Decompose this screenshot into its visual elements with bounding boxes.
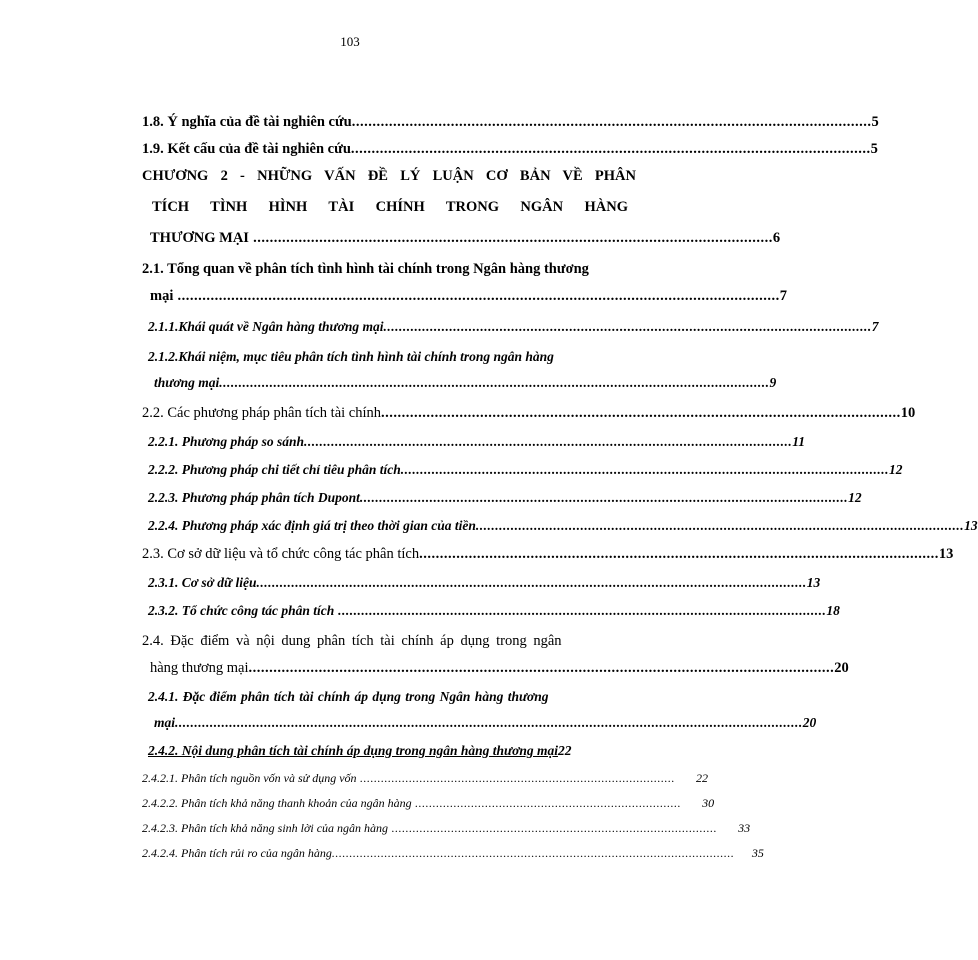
toc-entry-2-2-4[interactable] bbox=[142, 518, 978, 544]
dot-leader: .............................................................................................................................. bbox=[350, 141, 871, 157]
toc-entry-page: 20 bbox=[802, 715, 817, 730]
chapter-title-line-2: TÍCH TÌNH HÌNH TÀI CHÍNH TRONG NGÂN HÀNG bbox=[152, 199, 628, 215]
toc-entry-page: 7 bbox=[779, 288, 787, 304]
toc-entry-line bbox=[142, 349, 636, 375]
toc-entry-page: 12 bbox=[889, 462, 903, 477]
dot-leader: .............................................................................................................................. bbox=[359, 490, 849, 505]
dot-leader: .............................................................................................................................. bbox=[334, 603, 827, 618]
toc-entry-text: 2.1. Tổng quan về phân tích tình hình tài chính trong Ngân hàng thương bbox=[142, 261, 589, 277]
toc-entry-text: 2.3.1. Cơ sở dữ liệu bbox=[148, 575, 257, 590]
dot-leader: .............................................................................................................................. bbox=[419, 546, 939, 562]
dot-leader: ................................................................................................................... bbox=[331, 846, 752, 860]
dot-leader: .............................................................................................................................. bbox=[351, 114, 872, 130]
toc-entry-2-4-2-4[interactable] bbox=[142, 846, 764, 871]
toc-entry-text: 2.1.1.Khái quát về Ngân hàng thương mại bbox=[148, 319, 384, 334]
toc-entry-2-2[interactable] bbox=[142, 405, 916, 432]
toc-entry-text: hàng thương mại bbox=[150, 660, 249, 676]
toc-entry-line bbox=[142, 689, 636, 715]
dot-leader: .............................................................................................................................. bbox=[304, 434, 793, 449]
toc-entry-page: 5 bbox=[871, 114, 879, 130]
toc-entry-2-4-2-2[interactable] bbox=[142, 796, 715, 821]
toc-entry-2-3-1[interactable] bbox=[142, 575, 821, 601]
toc-entry-page: 5 bbox=[870, 141, 878, 157]
toc-entry-page: 13 bbox=[964, 518, 978, 533]
table-of-contents bbox=[142, 114, 978, 871]
toc-entry-2-1-2[interactable] bbox=[142, 349, 777, 401]
toc-entry-text: mại bbox=[150, 288, 174, 304]
dot-leader: .............................................................................................................................. bbox=[381, 405, 901, 421]
toc-entry-page: 20 bbox=[834, 660, 849, 676]
toc-entry-page: 13 bbox=[938, 546, 954, 562]
toc-entry-2-4-2-1[interactable] bbox=[142, 771, 709, 796]
toc-entry-2-4-2[interactable] bbox=[142, 743, 636, 769]
dot-leader: ............................................................................ bbox=[411, 796, 703, 810]
toc-entry-text: 2.1.2.Khái niệm, mục tiêu phân tích tình hình tài chính trong ngân hàng bbox=[148, 349, 554, 364]
toc-entry-2-2-2[interactable] bbox=[142, 462, 903, 488]
toc-entry-page: 6 bbox=[772, 230, 781, 246]
toc-entry-text: 2.2.3. Phương pháp phân tích Dupont bbox=[148, 490, 360, 505]
dot-leader: .......................................................................................... bbox=[356, 771, 697, 785]
toc-entry-2-1[interactable] bbox=[142, 261, 787, 315]
chapter-title-line-1: CHƯƠNG 2 - NHỮNG VẤN ĐỀ LÝ LUẬN CƠ BẢN VỀ PHÂN bbox=[142, 168, 636, 184]
toc-entry-line bbox=[142, 375, 777, 401]
dot-leader: .............................................................................................................................. bbox=[383, 319, 872, 334]
toc-entry-page: 18 bbox=[826, 603, 840, 618]
dot-leader: .............................................................................................................................................. bbox=[248, 660, 835, 676]
chapter-title-line-3 bbox=[142, 230, 781, 257]
toc-entry-line bbox=[142, 660, 849, 687]
toc-entry-text: 2.4. Đặc điểm và nội dung phân tích tài chính áp dụng trong ngân bbox=[142, 633, 562, 649]
toc-entry-text: 2.3. Cơ sở dữ liệu và tổ chức công tác phân tích bbox=[142, 546, 420, 562]
toc-entry-text: 2.2.4. Phương pháp xác định giá trị theo thời gian của tiền bbox=[148, 518, 476, 533]
toc-entry-2-4[interactable] bbox=[142, 633, 849, 687]
toc-entry-2-4-2-3[interactable] bbox=[142, 821, 751, 846]
toc-entry-1-9[interactable] bbox=[142, 141, 878, 168]
toc-entry-text: 2.4.2. Nội dung phân tích tài chính áp dụng trong ngân hàng thương mại bbox=[148, 743, 558, 758]
toc-entry-text: 2.4.2.3. Phân tích khả năng sinh lời của ngân hàng bbox=[142, 821, 389, 835]
toc-entry-2-2-1[interactable] bbox=[142, 434, 806, 460]
toc-entry-page: 22 bbox=[557, 743, 572, 758]
dot-leader: .............................................................................................................................................. bbox=[256, 575, 807, 590]
toc-entry-text: 1.8. Ý nghĩa của đề tài nghiên cứu bbox=[142, 114, 352, 130]
dot-leader: .................................................................................................................................................................. bbox=[175, 715, 803, 730]
toc-entry-2-1-1[interactable] bbox=[142, 319, 879, 345]
toc-entry-text: THƯƠNG MẠI bbox=[150, 230, 249, 246]
toc-entry-page: 33 bbox=[738, 821, 751, 835]
dot-leader: ............................................................................................. bbox=[388, 821, 739, 835]
toc-entry-text: 2.3.2. Tổ chức công tác phân tích bbox=[148, 603, 335, 618]
toc-entry-page: 9 bbox=[769, 375, 777, 390]
toc-entry-chapter-2[interactable] bbox=[142, 168, 781, 257]
toc-entry-text: 2.4.2.4. Phân tích rủi ro của ngân hàng bbox=[142, 846, 332, 860]
toc-entry-text: 2.4.2.2. Phân tích khả năng thanh khoản của ngân hàng bbox=[142, 796, 412, 810]
dot-leader: .............................................................................................................................. bbox=[248, 230, 773, 246]
page-number: 103 bbox=[340, 34, 360, 49]
toc-entry-page: 22 bbox=[696, 771, 709, 785]
toc-entry-text: thương mại bbox=[154, 375, 220, 390]
toc-entry-text: 2.2. Các phương pháp phân tích tài chính bbox=[142, 405, 382, 421]
toc-entry-line bbox=[142, 633, 636, 660]
toc-entry-text: 2.4.2.1. Phân tích nguồn vốn và sử dụng vốn bbox=[142, 771, 357, 785]
toc-entry-page: 11 bbox=[792, 434, 806, 449]
dot-leader: .............................................................................................................................. bbox=[400, 462, 889, 477]
toc-entry-text: 2.2.1. Phương pháp so sánh bbox=[148, 434, 305, 449]
dot-leader: .............................................................................................................................................. bbox=[219, 375, 770, 390]
dot-leader: .............................................................................................................................. bbox=[475, 518, 965, 533]
toc-entry-page: 10 bbox=[900, 405, 916, 421]
toc-entry-page: 30 bbox=[702, 796, 715, 810]
toc-entry-text: 1.9. Kết cấu của đề tài nghiên cứu bbox=[142, 141, 351, 157]
toc-entry-text: 2.2.2. Phương pháp chi tiết chỉ tiêu phân tích bbox=[148, 462, 401, 477]
toc-entry-page: 12 bbox=[848, 490, 862, 505]
toc-entry-page: 35 bbox=[751, 846, 764, 860]
toc-entry-2-3[interactable] bbox=[142, 546, 954, 573]
toc-entry-line bbox=[142, 715, 817, 741]
toc-entry-2-4-1[interactable] bbox=[142, 689, 817, 741]
dot-leader: .................................................................................................................................................. bbox=[173, 288, 780, 304]
toc-entry-page: 13 bbox=[806, 575, 821, 590]
toc-entry-text: mại bbox=[154, 715, 176, 730]
toc-entry-line bbox=[142, 288, 787, 315]
toc-entry-2-2-3[interactable] bbox=[142, 490, 862, 516]
toc-entry-page: 7 bbox=[871, 319, 879, 334]
toc-entry-2-3-2[interactable] bbox=[142, 603, 840, 629]
toc-entry-1-8[interactable] bbox=[142, 114, 879, 141]
toc-entry-text: 2.4.1. Đặc điểm phân tích tài chính áp dụng trong Ngân hàng thương bbox=[148, 689, 549, 704]
toc-entry-line bbox=[142, 261, 636, 288]
